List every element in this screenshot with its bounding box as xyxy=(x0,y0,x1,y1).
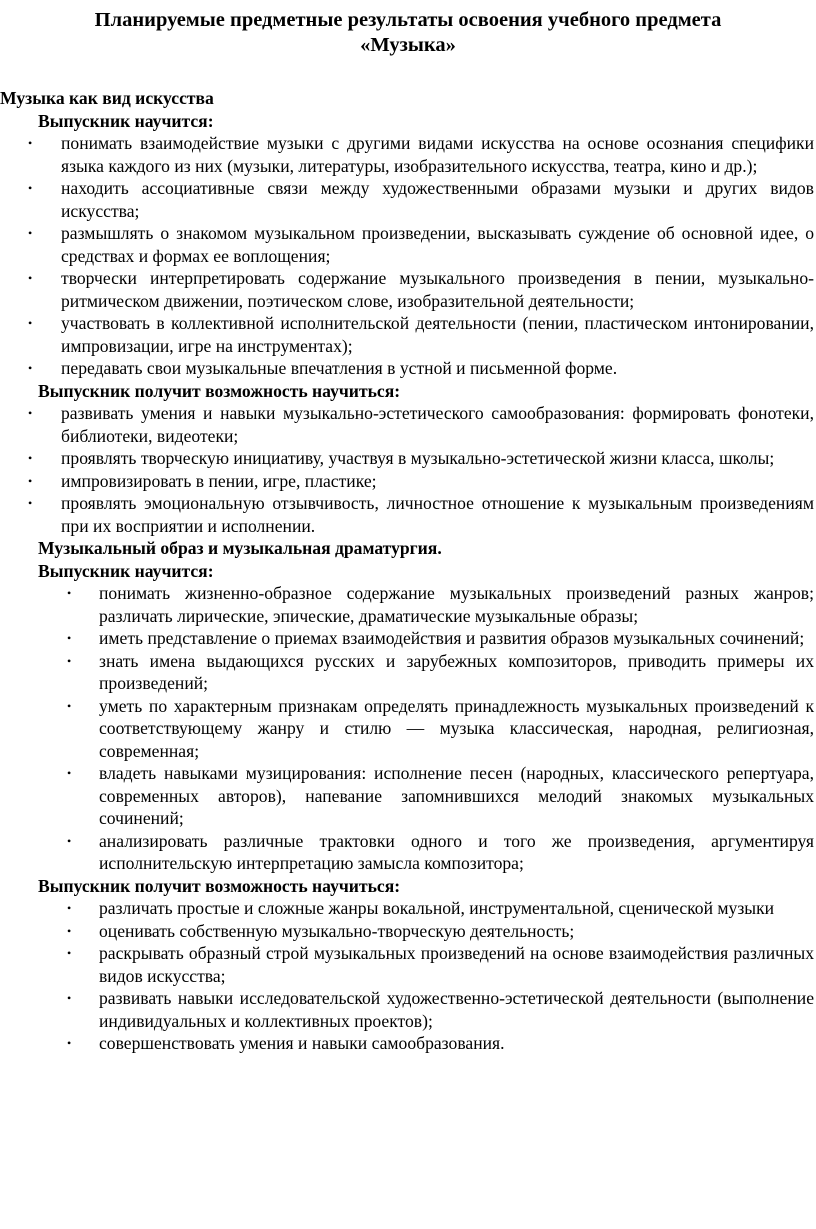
section2-learn-heading: Выпускник научится: xyxy=(38,560,214,581)
list-item: • совершенствовать умения и навыки самообразования. xyxy=(67,1033,505,1053)
section-heading-musical-image: Музыкальный образ и музыкальная драматургия. xyxy=(38,538,442,558)
section2-opportunity-list xyxy=(0,897,816,1055)
bullet-icon: • xyxy=(28,473,33,488)
page-title-line2: «Музыка» xyxy=(360,34,456,56)
bullet-icon: • xyxy=(67,766,72,780)
section1-learn-heading: Выпускник научится: xyxy=(38,110,214,131)
bullet-icon: • xyxy=(67,946,72,960)
list-item: • находить ассоциативные связи между художественными образами музыки и других видов искусства; xyxy=(28,178,814,221)
bullet-icon: • xyxy=(28,181,33,195)
list-item: • уметь по характерным признакам определять принадлежность музыкальных произведений к соответствующему жанру и стилю — музыка классическая, народная, религиозная, современная; xyxy=(67,695,814,761)
list-item: • участвовать в коллективной исполнительской деятельности (пении, пластическом интонировании, импровизации, игре на инструментах); xyxy=(28,313,814,356)
bullet-icon: • xyxy=(67,653,72,668)
bullet-icon: • xyxy=(28,496,33,510)
list-item: • понимать жизненно-образное содержание музыкальных произведений разных жанров; различать лирические, эпические, драматические музыкальные образы; xyxy=(67,583,814,626)
bullet-icon: • xyxy=(67,901,72,915)
bullet-icon: • xyxy=(28,406,33,420)
list-item: • импровизировать в пении, игре, пластике; xyxy=(28,470,377,491)
page-title-line1: Планируемые предметные результаты освоения учебного предмета xyxy=(94,9,722,31)
list-item: • проявлять творческую инициативу, участвуя в музыкально-эстетической жизни класса, школы; xyxy=(28,448,775,468)
list-item: • оценивать собственную музыкально-творческую деятельность; xyxy=(67,920,575,941)
bullet-icon: • xyxy=(28,361,33,375)
bullet-icon: • xyxy=(28,451,33,465)
bullet-icon: • xyxy=(67,923,72,938)
bullet-icon: • xyxy=(28,136,33,150)
bullet-icon: • xyxy=(67,1036,72,1050)
bullet-icon: • xyxy=(28,226,33,240)
list-item: • развивать умения и навыки музыкально-эстетического самообразования: формировать фонотеки, библиотеки, видеотеки; xyxy=(28,403,814,446)
list-item: • размышлять о знакомом музыкальном произведении, высказывать суждение об основной идее, о средствах и формах ее воплощения; xyxy=(28,223,814,266)
bullet-icon: • xyxy=(28,316,33,330)
bullet-icon: • xyxy=(67,991,72,1005)
list-item: • различать простые и сложные жанры вокальной, инструментальной, сценической музыки xyxy=(67,898,775,918)
bullet-icon: • xyxy=(67,833,72,848)
section1-opportunity-list xyxy=(0,402,816,537)
bullet-icon: • xyxy=(67,586,72,600)
section1-opportunity-heading: Выпускник получит возможность научиться: xyxy=(38,380,401,401)
section2-learn-list xyxy=(0,582,816,875)
page-title xyxy=(0,8,816,58)
list-item: • развивать навыки исследовательской художественно-эстетической деятельности (выполнение индивидуальных и коллективных проектов); xyxy=(67,988,814,1031)
list-item: • понимать взаимодействие музыки с другими видами искусства на основе осознания специфики языка каждого из них (музыки, литературы, изобразительного искусства, театра, кино и др.); xyxy=(28,133,814,176)
list-item: • передавать свои музыкальные впечатления в устной и письменной форме. xyxy=(28,358,618,378)
list-item: • анализировать различные трактовки одного и того же произведения, аргументируя исполнительскую интерпретацию замысла композитора; xyxy=(67,830,814,873)
bullet-icon: • xyxy=(67,698,72,713)
section-heading-music-as-art: Музыка как вид искусства xyxy=(0,88,214,108)
list-item: • творчески интерпретировать содержание музыкального произведения в пении, музыкально- ритмическом движении, поэтическом слове, изобразительной деятельности; xyxy=(28,268,814,311)
list-item: • раскрывать образный строй музыкальных произведений на основе взаимодействия различных видов искусства; xyxy=(67,943,814,986)
list-item: • владеть навыками музицирования: исполнение песен (народных, классического репертуара, современных авторов), напевание запомнившихся мелодий знакомых музыкальных сочинений; xyxy=(67,763,814,828)
list-item: • проявлять эмоциональную отзывчивость, личностное отношение к музыкальным произведениям при их восприятии и исполнении. xyxy=(28,493,814,536)
list-item: • иметь представление о приемах взаимодействия и развития образов музыкальных сочинений; xyxy=(67,628,805,648)
document-body xyxy=(0,87,816,1055)
bullet-icon: • xyxy=(67,631,72,645)
section2-opportunity-heading: Выпускник получит возможность научиться: xyxy=(38,875,401,896)
section1-learn-list xyxy=(0,132,816,380)
bullet-icon: • xyxy=(28,271,33,285)
list-item: • знать имена выдающихся русских и зарубежных композиторов, приводить примеры их произведений; xyxy=(67,650,814,693)
